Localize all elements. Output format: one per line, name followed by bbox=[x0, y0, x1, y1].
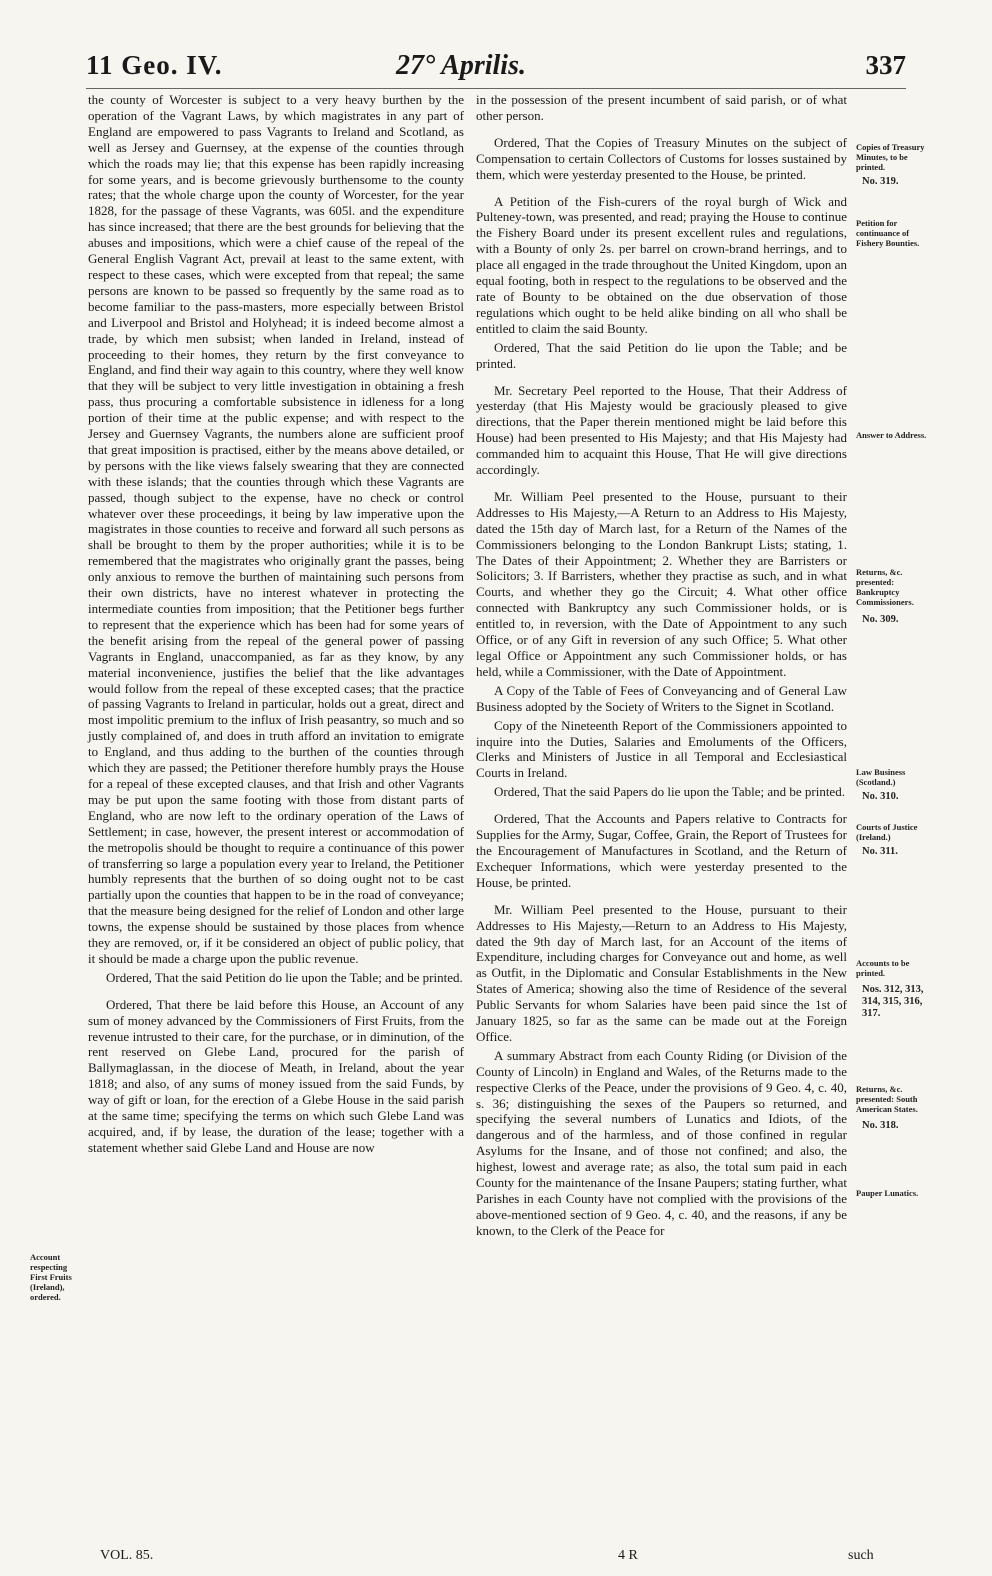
bankruptcy-return: Mr. William Peel presented to the House, pursuant to their Addresses to His Majesty,—A Return to an Address to His Majesty, dated the 15th day of March last, for a Return of the Names of the Commissioners belonging to the London Bankrupt Lists; stating, 1. The Dates of their Appointment; 2. Whether they are Barristers or Solicitors; 3. If Barristers, whether they practise as such, and in what Courts, and whether they go the Circuit; 4. What other office connected with Bankruptcy any such Commissioner holds, or is entitled to, in reversion, with the Date of Appointment to any such Office, or of any Gift in reversion of any such Office; 5. What other legal Office or Appointment any such Commissioner holds, or has held, while a Commissioner, with the Date of Appointment. bbox=[476, 488, 847, 679]
header-rule bbox=[86, 88, 906, 89]
margin-note-accounts: Accounts to be printed. bbox=[856, 958, 910, 978]
margin-number-law-business: No. 310. bbox=[862, 791, 899, 802]
left-column bbox=[88, 92, 464, 1156]
fishery-order: Ordered, That the said Petition do lie upon the Table; and be printed. bbox=[476, 339, 847, 371]
south-america-return: Mr. William Peel presented to the House, pursuant to their Addresses to His Majesty,—Return to an Address to His Majesty, dated the 9th day of March last, for an Account of the items of Expenditure, including charges for Conveyance out and home, as well as Outfit, in the Diplomatic and Consular Establishments in the New States of America; showing also the time of Residence of the several Public Servants for whom Salaries have been paid since the 1st of January 1825, so far as the same can be made out at the Foreign Office. bbox=[476, 901, 847, 1044]
petition-order: Ordered, That the said Petition do lie upon the Table; and be printed. bbox=[106, 969, 463, 985]
catchword: such bbox=[848, 1548, 874, 1563]
signature-mark: 4 R bbox=[618, 1548, 638, 1563]
margin-note-law-business: Law Business (Scotland.) bbox=[856, 767, 906, 787]
papers-order: Ordered, That the said Papers do lie upon the Table; and be printed. bbox=[494, 784, 845, 800]
margin-note-fishery: Petition for continuance of Fishery Bounties. bbox=[856, 218, 920, 248]
fees-copy: A Copy of the Table of Fees of Conveyancing and of General Law Business adopted by the Society of Writers to the Signet in Scotland. bbox=[476, 682, 847, 714]
margin-note-bankruptcy: Returns, &c. presented: Bankruptcy Commissioners. bbox=[856, 567, 914, 607]
margin-number-treasury: No. 319. bbox=[862, 176, 899, 187]
volume-label: VOL. 85. bbox=[100, 1548, 154, 1563]
margin-note-pauper: Pauper Lunatics. bbox=[856, 1188, 919, 1198]
regnal-year: 11 Geo. IV. bbox=[86, 50, 223, 80]
first-fruits-order: Ordered, That there be laid before this House, an Account of any sum of money advanced by the Commissioners of First Fruits, from the revenue intrusted to their care, for the purchase, or in diminution, of the rent reserved on Glebe Land, procured for the parish of Ballymaglassan, in the diocese of Meath, in Ireland, about the year 1818; and also, of any sums of money issued from the said Funds, by way of gift or loan, for the erection of a Glebe House in the said parish at the same time; specifying the terms on which such Glebe Land was acquired, and, if by lease, the duration of the lease; together with a statement whether said Glebe Land and House are now bbox=[88, 996, 464, 1155]
right-column bbox=[476, 92, 847, 1239]
margin-note-south-america: Returns, &c. presented: South American States. bbox=[856, 1084, 918, 1114]
possession-text: in the possession of the present incumbent of said parish, or of what other person. bbox=[476, 92, 847, 123]
margin-note-treasury: Copies of Treasury Minutes, to be printed. bbox=[856, 142, 925, 172]
page-number: 337 bbox=[865, 50, 906, 80]
lunatics-abstract: A summary Abstract from each County Riding (or Division of the County of Lincoln) in England and Wales, of the Returns made to the respective Clerks of the Peace, under the provisions of 9 Geo. 4, c. 40, s. 36; distinguishing the sexes of the Paupers so returned, and specifying the several numbers of Lunatics and Idiots, of the dangerous and of the harmless, and of those confined in regular Asylums for the Insane, and of those not confined; and also, the highest, lowest and average rate; as also, the total sum paid in each County for the maintenance of the Insane Paupers; stating further, what Parishes in each County have not complied with the provisions of the above-mentioned section of 9 Geo. 4, c. 40, and the reasons, if any be known, to the Clerk of the Peace for bbox=[476, 1047, 847, 1238]
sitting-date: 27° Aprilis. bbox=[396, 50, 526, 81]
margin-number-accounts: Nos. 312, 313, 314, 315, 316, 317. bbox=[862, 984, 924, 1019]
margin-number-bankruptcy: No. 309. bbox=[862, 614, 899, 625]
fishery-petition: A Petition of the Fish-curers of the royal burgh of Wick and Pulteney-town, was presented, and read; praying the House to continue the Fishery Board under its present excellent rules and regulations, with a Bounty of only 2s. per barrel on crown-brand herrings, and to place all engaged in the trade throughout the United Kingdom, upon an equal footing, both in respect to the regulations to be observed and the rate of Bounty to be obtained on the due observation of those regulations which ought to be held alike binding on all who shall be entitled to claim the said Bounty. bbox=[476, 193, 847, 336]
margin-note-courts: Courts of Justice (Ireland.) bbox=[856, 822, 918, 842]
treasury-order: Ordered, That the Copies of Treasury Minutes on the subject of Compensation to certain Collectors of Customs for losses sustained by them, which were yesterday presented to the House, be printed. bbox=[476, 134, 847, 182]
worcester-petition-text: the county of Worcester is subject to a very heavy burthen by the operation of the Vagrant Laws, by which magistrates in any part of England are empowered to pass Vagrants to Ireland and Scotland, as well as Jersey and Guernsey, at the expense of the counties through which the roads may lie; that this expense has been rapidly increasing for some years, and is become grievously burthensome to the county rates; that the whole charge upon the county of Worcester, for the year 1828, for the passage of these Vagrants, was 605l. and the expenditure has since increased; that there are the best grounds for believing that the abuses and impositions, which were a chief cause of the repeal of the General English Vagrant Act, prevail at least to the same extent, with respect to these cases, which were excepted from that repeal; the same persons are known to be passed so frequently by the same road as to become familiar to the pass-masters, more especially between Bristol and Liverpool and Bristol and Holyhead; it is indeed become almost a trade, by which men subsist; when landed in Ireland, instead of proceeding to their homes, they return by the first conveyance to England, and find their way again to this country, where they well know that they will be subject to very little investigation in obtaining a fresh pass, thus procuring a comfortable subsistence in idleness for a long portion of their time at the public expense; and with respect to the Jersey and Guernsey Vagrants, the numbers alone are sufficient proof that great imposition is practised, either by the means above detailed, or by persons with the like views falsely swearing that they are connected with these islands; that the counties through which these Vagrants are passed, though subject to the expense, have no check or control whatever over these proceedings, it being by law imperative upon the magistrates in those counties to receive and forward all such persons as shall be brought to them by the proper authorities; while it is to be remembered that the magistrates who originally grant the passes, being only anxious to remove the burthen of maintaining such persons from their own districts, have no interest whatever in protecting the intermediate counties from imposition; that the Petitioner begs further to represent that the experience which has been had for some years of the benefit arising from the repeal of the general power of passing Vagrants in England, unaccompanied, as far as they know, by any material inconvenience, justifies the belief that the like advantages would follow from the repeal of these excepted cases; that the practice of passing Vagrants to Ireland in particular, holds out a great, direct and most impolitic premium to the influx of Irish peasantry, so much and so justly complained of, and does in truth afford an invitation to emigrate to England, and thus adding to the burthen of the counties through which they are passed; the Petitioner therefore humbly prays the House for a repeal of these excepted clauses, and that Irish and other Vagrants may be put upon the same footing with those from distant parts of England, who are now left to the ordinary operation of the Laws of Settlement; in case, however, the present interest or accommodation of the metropolis should be thought to require a continuance of this power of transferring so large a population every year to Ireland, the Petitioner humbly represents that the burthen of so doing ought not to be cast partially upon the counties that happen to be in the road of conveyance; that the measure being designed for the relief of London and other large towns, the expense should be sustained by those places from whence they are removed, or, if it be considered an object of public policy, that it should be made a charge upon the public revenue. bbox=[88, 92, 464, 966]
margin-number-south-america: No. 318. bbox=[862, 1120, 899, 1131]
accounts-order: Ordered, That the Accounts and Papers relative to Contracts for Supplies for the Army, Sugar, Coffee, Grain, the Report of Trustees for the Encouragement of Manufactures in Scotland, and the Return of Exchequer Informations, which were yesterday presented to the House, be printed. bbox=[476, 811, 847, 890]
margin-number-courts: No. 311. bbox=[862, 846, 898, 857]
margin-note-answer: Answer to Address. bbox=[856, 430, 927, 440]
page-header bbox=[86, 50, 906, 90]
peel-report: Mr. Secretary Peel reported to the House, That their Address of yesterday (that His Majesty would be graciously pleased to give directions, that the Paper therein mentioned might be laid before this House) had been presented to His Majesty; and that His Majesty had commanded him to acquaint this House, That He will give directions accordingly. bbox=[476, 382, 847, 478]
margin-note-first-fruits: Account respecting First Fruits (Ireland), ordered. bbox=[30, 1252, 72, 1302]
nineteenth-report: Copy of the Nineteenth Report of the Commissioners appointed to inquire into the Duties, Salaries and Emoluments of the Officers, Clerks and Ministers of Justice in all Temporal and Ecclesiastical Courts in Ireland. bbox=[476, 717, 847, 781]
